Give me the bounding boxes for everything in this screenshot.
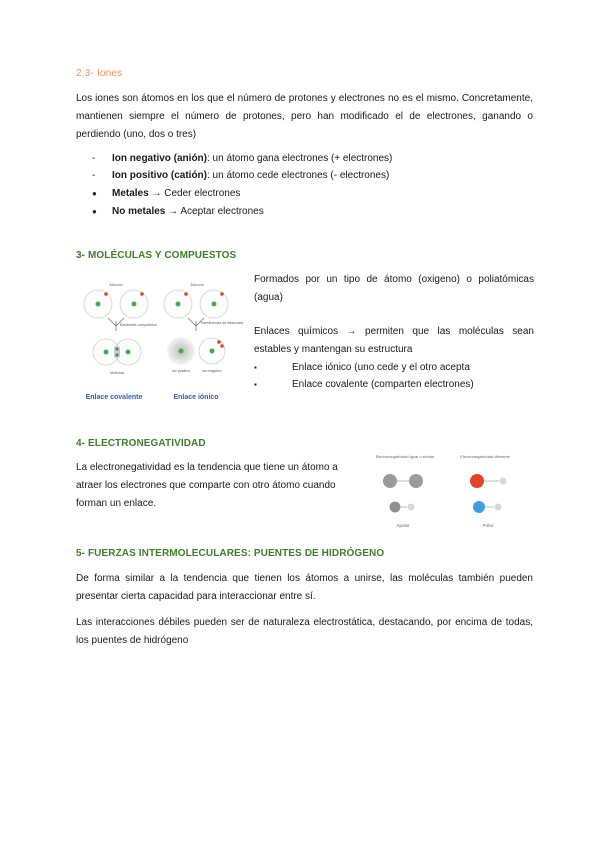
label-left-title: Electronegatividad igual o similar bbox=[375, 454, 435, 459]
label-atoms-left: Átomos bbox=[109, 282, 123, 287]
electronegativity-figure bbox=[370, 452, 530, 530]
document-page: 2.3- Iones Los iones son átomos en los que el número de protones y electrones no es el mismo. Concretamente, mantienen siempre el número de protones, pero han modificado el de electrones, ganando o perdiendo (uno, dos o tres) - Ion negativo (anión): un átomo gana electrones (+ electrones) - Ion positivo (catión): un átomo cede electrones (- electrones) ● Metales → Ceder electrones ● No metales → Aceptar electrones 3- MOLÉCULAS Y COMPUESTOS Átomos Átomos Electrones compartidos Molécula Transferencia de electrones Ion positivo Ion negativo Enlace covalente Enlace iónico Formados por un tipo de átomo (oxigeno) o poliatómicas (agua) Enlaces químicos → permiten que las moléculas sean estables y mantengan su estructura ▪ Enlace iónico (uno cede y el otro acepta ▪ Enlace covalente (comparten electrones) 4- ELECTRONEGATIVIDAD La electronegatividad es la tendencia que tiene un átomo a atraer los electrones que comparte con otro átomo cuando forman un enlace. Electronegatividad igual o similar Electronegatividad diferente Apolar Polar 5- FUERZAS INTERMOLECULARES: PUENTES DE HIDRÓGENO De forma similar a la tendencia que tienen los átomos a unirse, las moléculas también pueden presentar cierta capacidad para interaccionar entre sí. Las interacciones débiles pueden ser de naturaleza electrostática, destacando, por encima de todas, los puentes de hidrógeno bbox=[0, 0, 603, 848]
caption-apolar: Apolar bbox=[396, 523, 410, 528]
atom-red bbox=[470, 474, 484, 488]
nucleus bbox=[96, 302, 101, 307]
nucleus bbox=[132, 302, 137, 307]
atom-gray bbox=[409, 474, 423, 488]
label-shared: Electrones compartidos bbox=[120, 323, 157, 327]
label-ion-neg: Ion negativo bbox=[202, 369, 222, 373]
paragraph-fuerzas-2: Las interacciones débiles pueden ser de naturaleza electrostática, destacando, por encima de todas, los puentes de hidrógeno bbox=[76, 617, 533, 646]
caption-ionic: Enlace iónico bbox=[173, 394, 219, 401]
label-molecule: Molécula bbox=[109, 371, 125, 375]
atom-light bbox=[408, 504, 415, 511]
heading-iones: 2.3- Iones bbox=[76, 68, 123, 79]
label-ion-pos: Ion positivo bbox=[172, 369, 190, 373]
bonding-figure bbox=[76, 276, 244, 406]
atom-blue bbox=[473, 501, 485, 513]
paragraph-fuerzas-1: De forma similar a la tendencia que tienen los átomos a unirse, las moléculas también pueden presentar cierta capacidad para interaccionar entre sí. bbox=[76, 573, 533, 602]
paragraph-formados: Formados por un tipo de átomo (oxigeno) o poliatómicas (agua) bbox=[254, 274, 534, 303]
paragraph-iones: Los iones son átomos en los que el número de protones y electrones no es el mismo. Concretamente, mantienen siempre el número de protones, pero han modificado el de electrones, ganando o perdiendo (uno, dos o tres) bbox=[76, 93, 533, 140]
paragraph-enlaces: Enlaces químicos → permiten que las moléculas sean estables y mantengan su estructura bbox=[254, 326, 534, 355]
atom-light bbox=[495, 504, 502, 511]
label-right-title: Electronegatividad diferente bbox=[460, 454, 510, 459]
electron bbox=[104, 292, 108, 296]
heading-electronegatividad: 4- ELECTRONEGATIVIDAD bbox=[76, 438, 206, 449]
label-transfer: Transferencia de electrones bbox=[200, 321, 244, 325]
heading-moleculas: 3- MOLÉCULAS Y COMPUESTOS bbox=[76, 250, 237, 261]
atom-gray-small bbox=[390, 502, 401, 513]
caption-covalent: Enlace covalente bbox=[85, 394, 143, 401]
electron bbox=[140, 292, 144, 296]
label-atoms-right: Átomos bbox=[190, 282, 204, 287]
heading-fuerzas: 5- FUERZAS INTERMOLECULARES: PUENTES DE HIDRÓGENO bbox=[76, 548, 385, 559]
atom-light bbox=[500, 478, 507, 485]
caption-polar: Polar bbox=[482, 523, 494, 528]
paragraph-electronegatividad: La electronegatividad es la tendencia que tiene un átomo a atraer los electrones que comparte con otro átomo cuando forman un enlace. bbox=[76, 462, 338, 509]
atom-gray bbox=[383, 474, 397, 488]
